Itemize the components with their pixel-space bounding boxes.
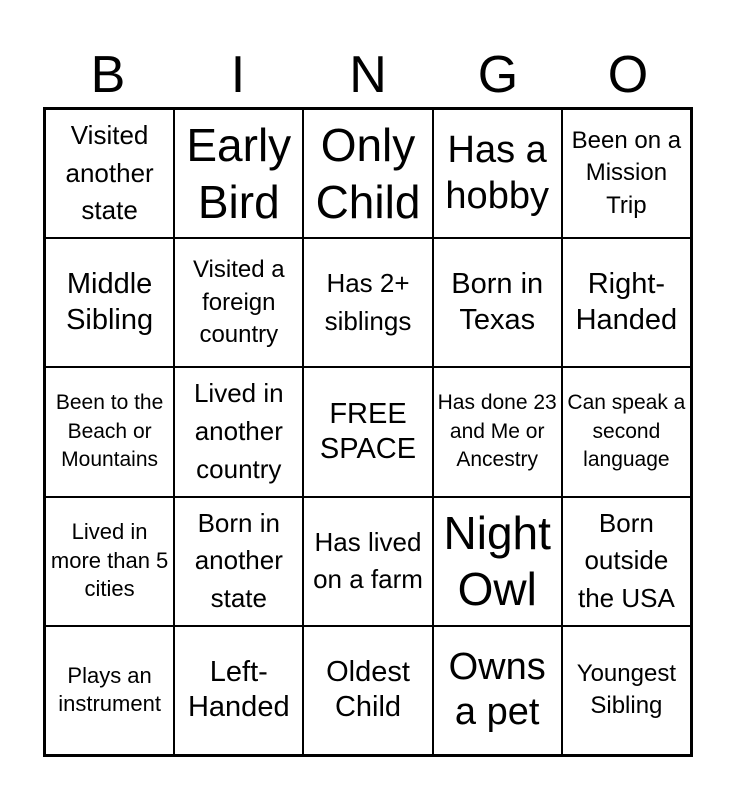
cell-text: Born outside the USA [577, 507, 675, 614]
cell-text: Owns a pet [448, 645, 546, 734]
bingo-cell[interactable] [45, 109, 174, 238]
cell-text: Early Bird [186, 119, 292, 228]
bingo-cell[interactable] [433, 367, 562, 496]
cell-text: Lived in more than 5 cities [50, 519, 169, 602]
bingo-cell[interactable] [174, 109, 303, 238]
bingo-cell[interactable] [562, 109, 691, 238]
bingo-cell[interactable] [303, 497, 432, 626]
cell-text: Can speak a second language [567, 391, 686, 472]
header-letter-i: I [230, 46, 246, 104]
cell-text: Only Child [315, 119, 421, 228]
cell-text: Has 2+ siblings [324, 268, 412, 336]
bingo-cell[interactable] [562, 497, 691, 626]
cell-text: Oldest Child [326, 656, 410, 724]
cell-text: Born in another state [194, 507, 283, 614]
bingo-cell[interactable] [433, 238, 562, 367]
cell-text: Born in Texas [451, 268, 544, 336]
cell-text: Has done 23 and Me or Ancestry [437, 391, 557, 472]
header-letter-b: B [90, 46, 126, 104]
cell-text: FREE SPACE [319, 397, 417, 465]
bingo-cell[interactable] [45, 626, 174, 755]
bingo-cell[interactable] [174, 238, 303, 367]
bingo-card [43, 107, 693, 757]
cell-text: Been to the Beach or Mountains [55, 391, 164, 472]
cell-text: Visited another state [65, 120, 154, 226]
header-letter-g: G [477, 46, 519, 104]
cell-text: Been on a Mission Trip [571, 127, 682, 219]
header-letter-o: O [607, 46, 649, 104]
bingo-cell[interactable] [303, 109, 432, 238]
bingo-cell[interactable] [174, 626, 303, 755]
bingo-cell[interactable] [562, 367, 691, 496]
bingo-cell[interactable] [174, 497, 303, 626]
cell-text: Visited a foreign country [192, 256, 285, 348]
cell-text: Left-Handed [187, 656, 290, 724]
bingo-cell[interactable] [45, 367, 174, 496]
cell-text: Middle Sibling [66, 268, 154, 336]
bingo-cell[interactable] [303, 626, 432, 755]
bingo-cell[interactable] [433, 497, 562, 626]
cell-text: Has a hobby [445, 129, 549, 217]
bingo-cell[interactable] [303, 367, 432, 496]
cell-text: Lived in another country [193, 378, 284, 484]
bingo-cell[interactable] [45, 497, 174, 626]
header-letter-n: N [349, 46, 387, 104]
cell-text: Night Owl [443, 507, 551, 616]
bingo-cell[interactable] [562, 238, 691, 367]
bingo-cell[interactable] [174, 367, 303, 496]
bingo-cell[interactable] [562, 626, 691, 755]
cell-text: Plays an instrument [58, 662, 161, 717]
bingo-cell[interactable] [303, 238, 432, 367]
cell-text: Youngest Sibling [576, 660, 676, 720]
cell-text: Right-Handed [575, 268, 678, 336]
bingo-cell[interactable] [433, 109, 562, 238]
bingo-cell[interactable] [433, 626, 562, 755]
bingo-header [43, 44, 693, 106]
bingo-cell[interactable] [45, 238, 174, 367]
cell-text: Has lived on a farm [313, 526, 423, 595]
